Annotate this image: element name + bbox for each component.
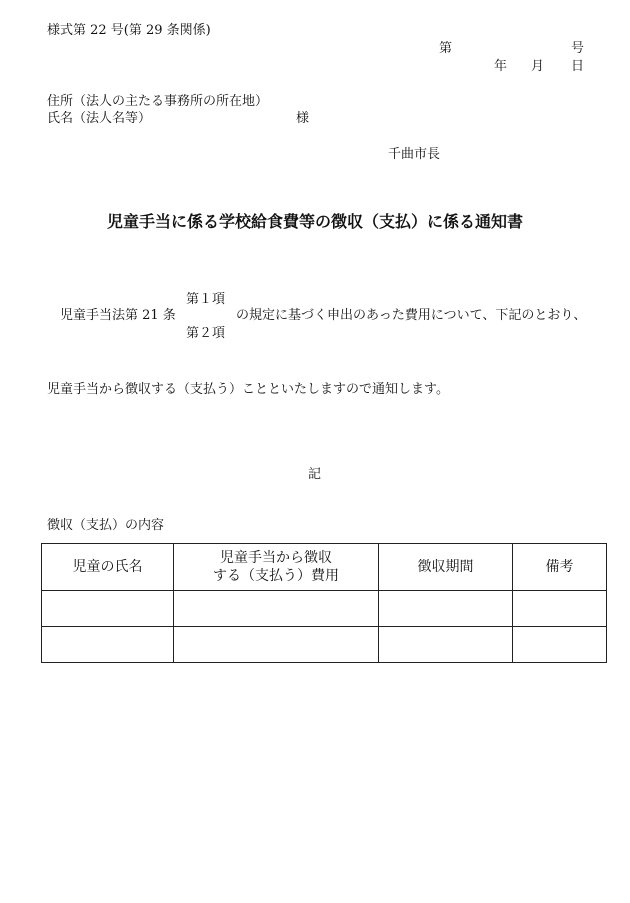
doc-number-prefix: 第: [439, 41, 453, 56]
header-fee-line-2: する（支払う）費用: [213, 568, 339, 584]
header-fee: [174, 544, 379, 591]
clause-2: 第２項: [186, 326, 226, 341]
table-cell: [513, 591, 607, 627]
header-child-name: 児童の氏名: [42, 544, 174, 591]
form-number: 様式第 22 号(第 29 条関係): [47, 23, 211, 38]
table-header-row: [42, 544, 607, 591]
law-reference: 児童手当法第 21 条: [60, 308, 176, 323]
date-day: 日: [571, 59, 585, 74]
header-remarks: 備考: [513, 544, 607, 591]
table-row: [42, 627, 607, 663]
address-label: 住所（法人の主たる事務所の所在地）: [47, 94, 269, 109]
table-cell: [174, 627, 379, 663]
issuer: 千曲市長: [388, 147, 441, 162]
section-label: 徴収（支払）の内容: [47, 518, 165, 533]
table-row: [42, 591, 607, 627]
table-cell: [42, 627, 174, 663]
body-line-1: の規定に基づく申出のあった費用について、下記のとおり、: [236, 308, 587, 323]
table-cell: [379, 627, 513, 663]
body-line-2: 児童手当から徴収する（支払う）ことといたしますので通知します。: [47, 382, 449, 397]
ki-mark: 記: [308, 467, 322, 482]
date-month: 月: [531, 59, 545, 74]
name-label: 氏名（法人名等）: [47, 111, 152, 126]
content-table: [41, 543, 607, 663]
date-year: 年: [494, 59, 508, 74]
header-fee-line-1: 児童手当から徴収: [220, 550, 332, 566]
clause-1: 第１項: [186, 292, 226, 307]
header-period: 徴収期間: [379, 544, 513, 591]
table-cell: [42, 591, 174, 627]
document-title: 児童手当に係る学校給食費等の徴収（支払）に係る通知書: [106, 212, 523, 231]
table-cell: [174, 591, 379, 627]
table-cell: [379, 591, 513, 627]
honorific: 様: [296, 111, 310, 126]
table-cell: [513, 627, 607, 663]
doc-number-suffix: 号: [571, 41, 585, 56]
